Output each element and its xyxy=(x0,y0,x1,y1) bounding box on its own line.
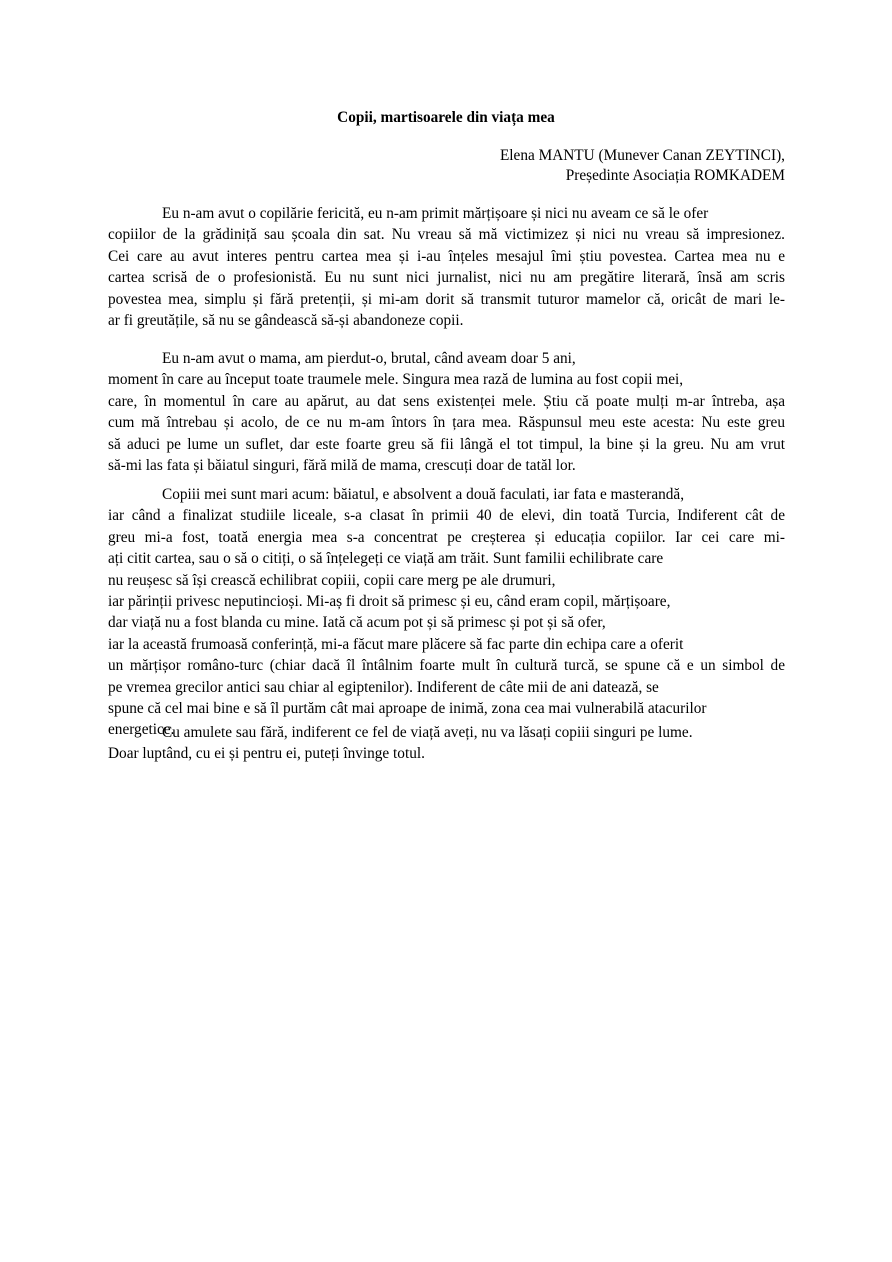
document-title: Copii, martisoarele din viața mea xyxy=(337,109,555,126)
author-block xyxy=(500,146,785,185)
paragraph-line: un mărțișor româno-turc (chiar dacă îl întâlnim foarte mult în cultură turcă, se spune că e un simbol de xyxy=(108,657,785,675)
paragraph-line: Eu n-am avut o copilărie fericită, eu n-am primit mărțișoare și nici nu aveam ce să le ofer xyxy=(162,205,709,222)
paragraph-2 xyxy=(108,348,785,476)
paragraph-line: ar fi greutățile, să nu se gândească să-și abandoneze copii. xyxy=(108,311,464,329)
paragraph-line: moment în care au început toate traumele mele. Singura mea rază de lumina au fost copii mei, xyxy=(108,371,684,389)
paragraph-4 xyxy=(108,722,785,765)
paragraph-line: copiilor de la grădiniță sau școala din sat. Nu vreau să mă victimizez și nici nu vreau să impresionez. xyxy=(108,226,785,244)
paragraph-line: dar viață nu a fost blanda cu mine. Iată că acum pot și să primesc și pot și să ofer, xyxy=(108,614,606,632)
paragraph-line: pe vremea grecilor antici sau chiar al egiptenilor). Indiferent de câte mii de ani datează, se xyxy=(108,678,659,696)
paragraph-line: Copiii mei sunt mari acum: băiatul, e absolvent a două faculati, iar fata e masterandă, xyxy=(162,486,685,503)
paragraph-line: care, în momentul în care au apărut, au dat sens existenței mele. Știu că poate mulți m-ar întreba, așa xyxy=(108,392,785,410)
paragraph-3 xyxy=(108,484,785,741)
paragraph-line: Cei care au avut interes pentru cartea mea și i-au înțeles mesajul îmi știu povestea. Cartea mea nu e xyxy=(108,247,785,265)
paragraph-line: cartea scrisă de o profesionistă. Eu nu sunt nici jurnalist, nici nu am pregătire literară, însă am scris xyxy=(108,269,785,287)
paragraph-1 xyxy=(108,203,785,331)
paragraph-line: să aduci pe lume un suflet, dar este foarte greu să fii lângă el tot timpul, la bine și la greu. Nu am vrut xyxy=(108,435,785,453)
paragraph-line: iar la această frumoasă conferință, mi-a făcut mare plăcere să fac parte din echipa care a oferit xyxy=(108,635,684,653)
paragraph-line: energetice. xyxy=(108,721,175,739)
paragraph-line: iar părinții privesc neputincioși. Mi-aș fi droit să primesc și eu, când eram copil, mărțișoare, xyxy=(108,592,671,610)
paragraph-line: cum mă întrebau și acolo, de ce nu m-am întors în țara mea. Răspunsul meu este acesta: Nu este greu xyxy=(108,414,785,432)
author-name: Elena MANTU (Munever Canan ZEYTINCI), xyxy=(499,147,785,164)
paragraph-line: Cu amulete sau fără, indiferent ce fel de viață aveți, nu va lăsați copiii singuri pe lume. xyxy=(162,724,693,741)
paragraph-line: povestea mea, simplu și fără pretenții, și mi-am dorit să transmit tuturor mamelor că, oricât de mari le- xyxy=(108,290,785,308)
paragraph-line: greu mi-a fost, toată energia mea s-a concentrat pe creșterea și educația copiilor. Iar cei care mi- xyxy=(108,528,785,546)
paragraph-line: să-mi las fata și băiatul singuri, fără milă de mama, crescuți doar de tatăl lor. xyxy=(108,456,576,474)
paragraph-line: spune că cel mai bine e să îl purtăm cât mai aproape de inimă, zona cea mai vulnerabilă atacurilor xyxy=(108,699,707,717)
paragraph-line: ați citit cartea, sau o să o citiți, o să înțelegeți ce viață am trăit. Sunt familii echilibrate care xyxy=(108,550,664,568)
author-role: Președinte Asociația ROMKADEM xyxy=(565,166,785,184)
paragraph-line: iar când a finalizat studiile liceale, s-a clasat în primii 40 de elevi, din toată Turcia, Indiferent cât de xyxy=(108,507,785,525)
paragraph-line: Eu n-am avut o mama, am pierdut-o, brutal, când aveam doar 5 ani, xyxy=(162,350,576,367)
paragraph-line: nu reușesc să își crească echilibrat copiii, copii care merg pe ale drumuri, xyxy=(108,571,556,589)
paragraph-line: Doar luptând, cu ei și pentru ei, puteți învinge totul. xyxy=(108,745,425,763)
